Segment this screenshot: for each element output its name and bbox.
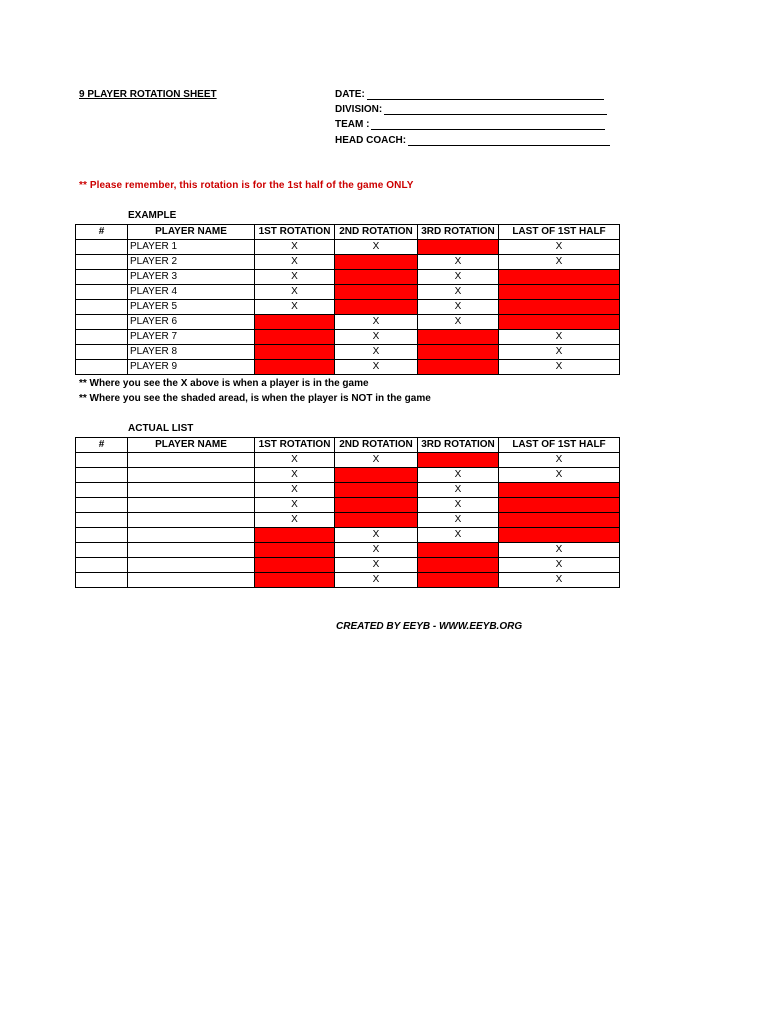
- last-of-1st-half-in-game-cell[interactable]: X: [499, 360, 620, 375]
- player-name-cell[interactable]: PLAYER 7: [128, 330, 255, 345]
- row-number-cell[interactable]: [76, 573, 128, 588]
- actual-list-caption: ACTUAL LIST: [128, 423, 194, 434]
- row-number-cell[interactable]: [76, 330, 128, 345]
- 1st-rotation-in-game-cell[interactable]: X: [255, 300, 335, 315]
- 3rd-rotation-bench-cell[interactable]: [418, 240, 499, 255]
- player-name-cell[interactable]: [128, 483, 255, 498]
- last-of-1st-half-bench-cell[interactable]: [499, 483, 620, 498]
- last-of-1st-half-in-game-cell[interactable]: X: [499, 558, 620, 573]
- last-of-1st-half-bench-cell[interactable]: [499, 513, 620, 528]
- table-row: [76, 285, 620, 300]
- player-name-cell[interactable]: PLAYER 5: [128, 300, 255, 315]
- last-of-1st-half-in-game-cell[interactable]: X: [499, 240, 620, 255]
- 1st-rotation-bench-cell[interactable]: [255, 315, 335, 330]
- 3rd-rotation-bench-cell[interactable]: [418, 330, 499, 345]
- row-number-cell[interactable]: [76, 558, 128, 573]
- player-name-cell[interactable]: [128, 573, 255, 588]
- 1st-rotation-in-game-cell[interactable]: X: [255, 468, 335, 483]
- last-of-1st-half-in-game-cell[interactable]: X: [499, 345, 620, 360]
- table-row: [76, 468, 620, 483]
- last-of-1st-half-in-game-cell[interactable]: X: [499, 543, 620, 558]
- 2nd-rotation-in-game-cell[interactable]: X: [335, 573, 418, 588]
- header-1st-rotation: 1ST ROTATION: [255, 225, 335, 240]
- last-of-1st-half-in-game-cell[interactable]: X: [499, 468, 620, 483]
- player-name-cell[interactable]: [128, 453, 255, 468]
- header-last-of-1st-half: LAST OF 1ST HALF: [499, 225, 620, 240]
- table-row: [76, 453, 620, 468]
- row-number-cell[interactable]: [76, 543, 128, 558]
- player-name-cell[interactable]: PLAYER 6: [128, 315, 255, 330]
- table-row: [76, 240, 620, 255]
- table-row: [76, 315, 620, 330]
- 3rd-rotation-in-game-cell[interactable]: X: [418, 528, 499, 543]
- header-number: #: [76, 225, 128, 240]
- table-row: [76, 513, 620, 528]
- 1st-rotation-bench-cell[interactable]: [255, 330, 335, 345]
- last-of-1st-half-in-game-cell[interactable]: X: [499, 330, 620, 345]
- date-field[interactable]: [335, 89, 604, 100]
- 3rd-rotation-in-game-cell[interactable]: X: [418, 498, 499, 513]
- last-of-1st-half-bench-cell[interactable]: [499, 300, 620, 315]
- row-number-cell[interactable]: [76, 345, 128, 360]
- header-3rd-rotation: 3RD ROTATION: [418, 438, 499, 453]
- 1st-rotation-in-game-cell[interactable]: X: [255, 513, 335, 528]
- player-name-cell[interactable]: [128, 498, 255, 513]
- table-row: [76, 300, 620, 315]
- 2nd-rotation-bench-cell[interactable]: [335, 285, 418, 300]
- table-row: [76, 528, 620, 543]
- last-of-1st-half-in-game-cell[interactable]: X: [499, 453, 620, 468]
- 1st-rotation-bench-cell[interactable]: [255, 360, 335, 375]
- row-number-cell[interactable]: [76, 300, 128, 315]
- row-number-cell[interactable]: [76, 270, 128, 285]
- 2nd-rotation-in-game-cell[interactable]: X: [335, 543, 418, 558]
- last-of-1st-half-bench-cell[interactable]: [499, 498, 620, 513]
- player-name-cell[interactable]: [128, 513, 255, 528]
- player-name-cell[interactable]: PLAYER 1: [128, 240, 255, 255]
- player-name-cell[interactable]: PLAYER 9: [128, 360, 255, 375]
- 3rd-rotation-in-game-cell[interactable]: X: [418, 285, 499, 300]
- sheet-title: 9 PLAYER ROTATION SHEET: [79, 89, 217, 100]
- 2nd-rotation-in-game-cell[interactable]: X: [335, 558, 418, 573]
- 1st-rotation-in-game-cell[interactable]: X: [255, 270, 335, 285]
- row-number-cell[interactable]: [76, 528, 128, 543]
- 2nd-rotation-in-game-cell[interactable]: X: [335, 315, 418, 330]
- 3rd-rotation-bench-cell[interactable]: [418, 573, 499, 588]
- table-row: [76, 558, 620, 573]
- 2nd-rotation-in-game-cell[interactable]: X: [335, 360, 418, 375]
- table-row: [76, 543, 620, 558]
- 2nd-rotation-bench-cell[interactable]: [335, 300, 418, 315]
- 1st-rotation-in-game-cell[interactable]: X: [255, 255, 335, 270]
- 1st-rotation-in-game-cell[interactable]: X: [255, 240, 335, 255]
- player-name-cell[interactable]: PLAYER 3: [128, 270, 255, 285]
- 2nd-rotation-bench-cell[interactable]: [335, 255, 418, 270]
- table-row: [76, 573, 620, 588]
- 2nd-rotation-in-game-cell[interactable]: X: [335, 528, 418, 543]
- last-of-1st-half-bench-cell[interactable]: [499, 528, 620, 543]
- 3rd-rotation-in-game-cell[interactable]: X: [418, 483, 499, 498]
- created-by-footer: CREATED BY EEYB - WWW.EEYB.ORG: [336, 621, 523, 632]
- player-name-cell[interactable]: PLAYER 2: [128, 255, 255, 270]
- 3rd-rotation-in-game-cell[interactable]: X: [418, 255, 499, 270]
- row-number-cell[interactable]: [76, 285, 128, 300]
- first-half-reminder: ** Please remember, this rotation is for the 1st half of the game ONLY: [79, 180, 414, 191]
- last-of-1st-half-in-game-cell[interactable]: X: [499, 573, 620, 588]
- team-field[interactable]: [335, 119, 605, 130]
- 1st-rotation-in-game-cell[interactable]: X: [255, 483, 335, 498]
- last-of-1st-half-bench-cell[interactable]: [499, 315, 620, 330]
- 2nd-rotation-bench-cell[interactable]: [335, 468, 418, 483]
- player-name-cell[interactable]: [128, 558, 255, 573]
- 3rd-rotation-bench-cell[interactable]: [418, 543, 499, 558]
- 3rd-rotation-in-game-cell[interactable]: X: [418, 468, 499, 483]
- 2nd-rotation-in-game-cell[interactable]: X: [335, 453, 418, 468]
- example-rotation-table: [75, 224, 620, 375]
- row-number-cell[interactable]: [76, 315, 128, 330]
- 2nd-rotation-bench-cell[interactable]: [335, 513, 418, 528]
- player-name-cell[interactable]: [128, 528, 255, 543]
- 3rd-rotation-in-game-cell[interactable]: X: [418, 300, 499, 315]
- 3rd-rotation-bench-cell[interactable]: [418, 360, 499, 375]
- header-2nd-rotation: 2ND ROTATION: [335, 225, 418, 240]
- 1st-rotation-in-game-cell[interactable]: X: [255, 453, 335, 468]
- header-player-name: PLAYER NAME: [128, 225, 255, 240]
- 3rd-rotation-in-game-cell[interactable]: X: [418, 513, 499, 528]
- row-number-cell[interactable]: [76, 513, 128, 528]
- 1st-rotation-in-game-cell[interactable]: X: [255, 498, 335, 513]
- 3rd-rotation-bench-cell[interactable]: [418, 453, 499, 468]
- 1st-rotation-bench-cell[interactable]: [255, 345, 335, 360]
- head-coach-field[interactable]: [335, 135, 610, 146]
- table-row: [76, 345, 620, 360]
- header-last-of-1st-half: LAST OF 1ST HALF: [499, 438, 620, 453]
- table-row: [76, 255, 620, 270]
- player-name-cell[interactable]: [128, 468, 255, 483]
- 3rd-rotation-in-game-cell[interactable]: X: [418, 315, 499, 330]
- header-2nd-rotation: 2ND ROTATION: [335, 438, 418, 453]
- note-x-meaning: ** Where you see the X above is when a player is in the game: [79, 378, 369, 389]
- 3rd-rotation-in-game-cell[interactable]: X: [418, 270, 499, 285]
- row-number-cell[interactable]: [76, 498, 128, 513]
- player-name-cell[interactable]: PLAYER 8: [128, 345, 255, 360]
- actual-rotation-table: [75, 437, 620, 588]
- player-name-cell[interactable]: PLAYER 4: [128, 285, 255, 300]
- example-caption: EXAMPLE: [128, 210, 177, 221]
- table-row: [76, 270, 620, 285]
- last-of-1st-half-bench-cell[interactable]: [499, 285, 620, 300]
- 2nd-rotation-in-game-cell[interactable]: X: [335, 345, 418, 360]
- table-row: [76, 483, 620, 498]
- date-label: DATE:: [335, 89, 365, 100]
- header-number: #: [76, 438, 128, 453]
- last-of-1st-half-in-game-cell[interactable]: X: [499, 255, 620, 270]
- 1st-rotation-in-game-cell[interactable]: X: [255, 285, 335, 300]
- row-number-cell[interactable]: [76, 453, 128, 468]
- table-row: [76, 360, 620, 375]
- player-name-cell[interactable]: [128, 543, 255, 558]
- last-of-1st-half-bench-cell[interactable]: [499, 270, 620, 285]
- team-label: TEAM :: [335, 119, 370, 130]
- header-player-name: PLAYER NAME: [128, 438, 255, 453]
- header-3rd-rotation: 3RD ROTATION: [418, 225, 499, 240]
- table-row: [76, 498, 620, 513]
- 1st-rotation-bench-cell[interactable]: [255, 528, 335, 543]
- 1st-rotation-bench-cell[interactable]: [255, 558, 335, 573]
- 2nd-rotation-bench-cell[interactable]: [335, 483, 418, 498]
- header-row: [76, 438, 620, 453]
- 3rd-rotation-bench-cell[interactable]: [418, 345, 499, 360]
- 1st-rotation-bench-cell[interactable]: [255, 543, 335, 558]
- 2nd-rotation-bench-cell[interactable]: [335, 498, 418, 513]
- note-shaded-meaning: ** Where you see the shaded aread, is when the player is NOT in the game: [79, 393, 431, 404]
- row-number-cell[interactable]: [76, 240, 128, 255]
- row-number-cell[interactable]: [76, 468, 128, 483]
- division-label: DIVISION:: [335, 104, 383, 115]
- row-number-cell[interactable]: [76, 360, 128, 375]
- header-1st-rotation: 1ST ROTATION: [255, 438, 335, 453]
- head-coach-label: HEAD COACH:: [335, 135, 407, 146]
- row-number-cell[interactable]: [76, 255, 128, 270]
- head-coach-line[interactable]: [408, 135, 610, 146]
- 2nd-rotation-in-game-cell[interactable]: X: [335, 330, 418, 345]
- division-field[interactable]: [335, 104, 607, 115]
- 1st-rotation-bench-cell[interactable]: [255, 573, 335, 588]
- division-line[interactable]: [384, 104, 607, 115]
- date-line[interactable]: [367, 89, 604, 100]
- row-number-cell[interactable]: [76, 483, 128, 498]
- team-line[interactable]: [371, 119, 605, 130]
- header-row: [76, 225, 620, 240]
- table-row: [76, 330, 620, 345]
- 3rd-rotation-bench-cell[interactable]: [418, 558, 499, 573]
- 2nd-rotation-in-game-cell[interactable]: X: [335, 240, 418, 255]
- 2nd-rotation-bench-cell[interactable]: [335, 270, 418, 285]
